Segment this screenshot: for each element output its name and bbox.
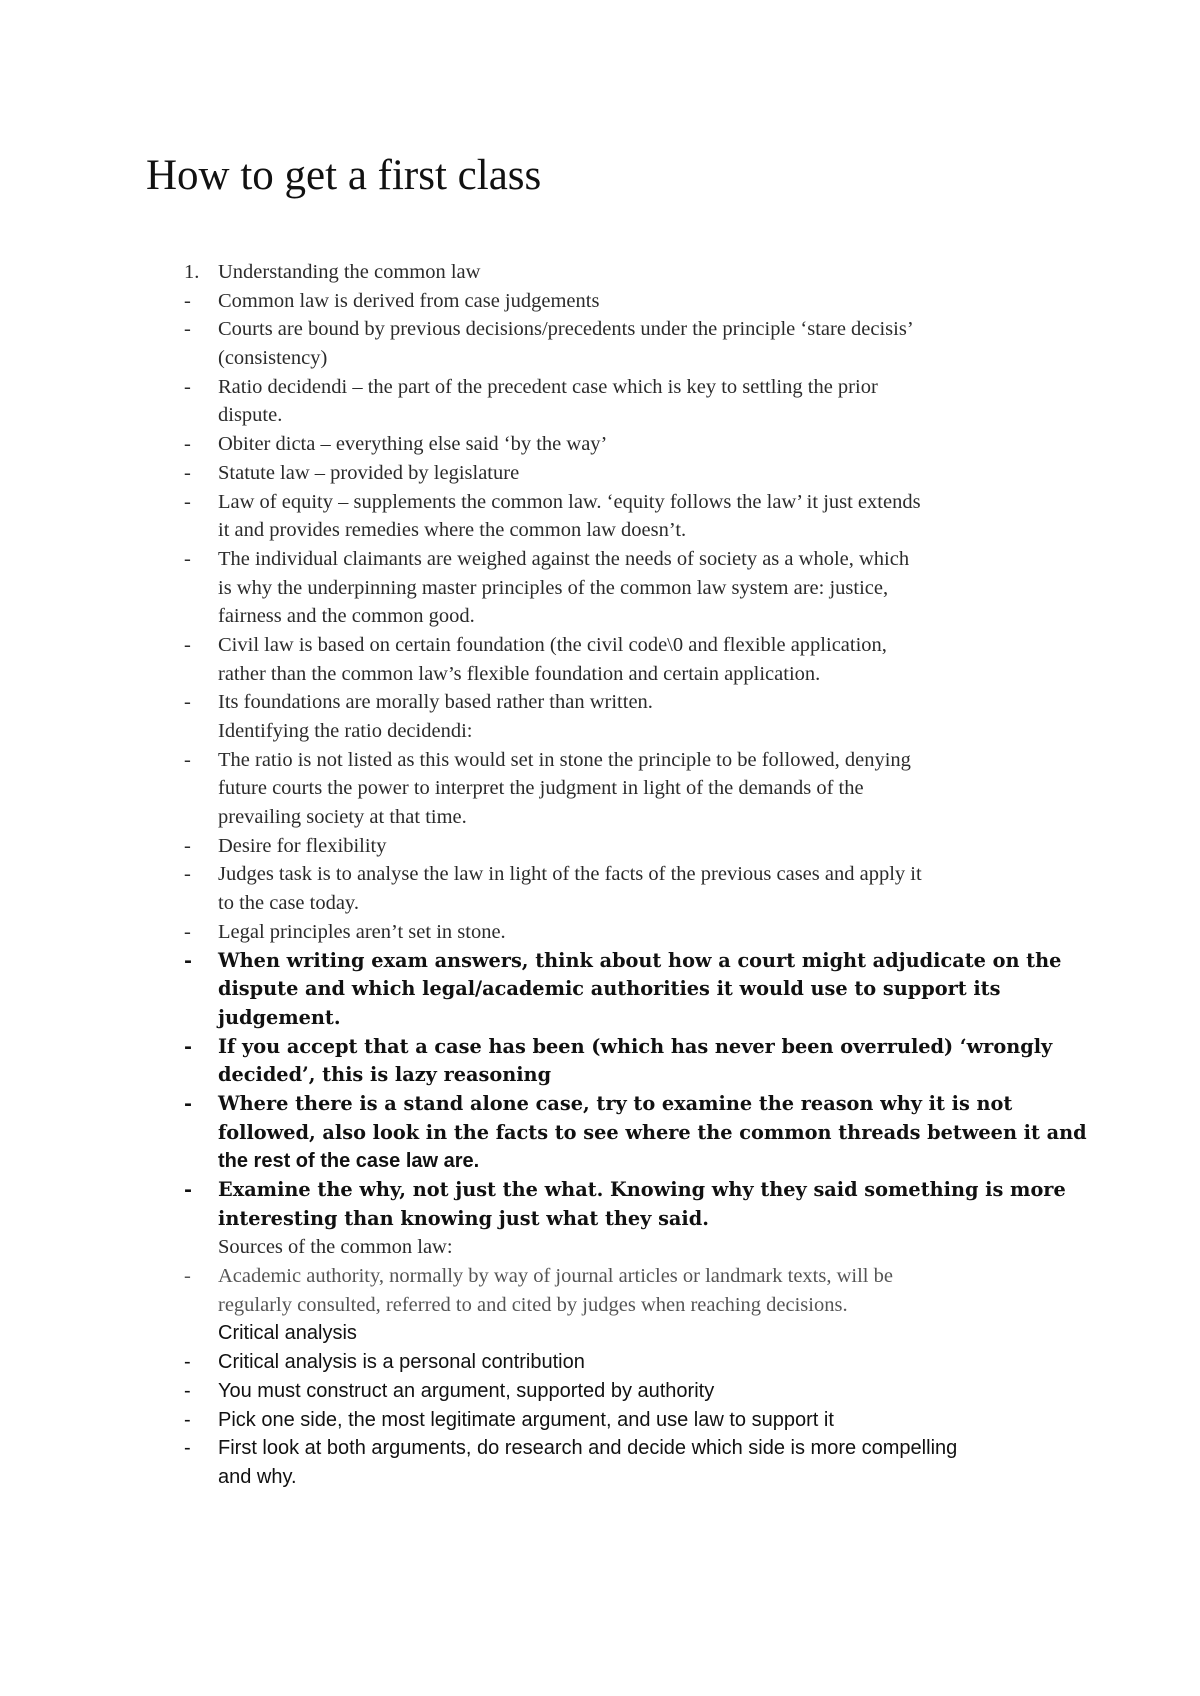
- list-bullet: -: [184, 375, 191, 398]
- list-bullet: -: [184, 748, 191, 771]
- list-bullet: -: [184, 1351, 191, 1374]
- note-line: [0, 1406, 1200, 1435]
- note-line: [0, 1205, 1200, 1234]
- note-text: Legal principles aren’t set in stone.: [218, 920, 506, 943]
- note-text: Where there is a stand alone case, try to examine the reason why it is not: [218, 1091, 1013, 1115]
- note-line: [0, 1434, 1200, 1463]
- note-line: [0, 1319, 1200, 1348]
- note-line: [0, 602, 1200, 631]
- note-line: [0, 459, 1200, 488]
- notes-list: [0, 258, 1200, 1492]
- note-text: the rest of the case law are.: [218, 1150, 480, 1173]
- note-line: [0, 918, 1200, 947]
- list-bullet: -: [184, 633, 191, 656]
- list-bullet: -: [184, 547, 191, 570]
- note-text: Civil law is based on certain foundation (the civil code\0 and flexible application,: [218, 633, 887, 656]
- list-bullet: -: [184, 1265, 191, 1288]
- list-bullet: -: [184, 1379, 191, 1402]
- note-line: [0, 1090, 1200, 1119]
- note-line: [0, 1377, 1200, 1406]
- note-line: [0, 1119, 1200, 1148]
- note-line: [0, 860, 1200, 889]
- note-text: Statute law – provided by legislature: [218, 461, 520, 484]
- note-text: to the case today.: [218, 892, 359, 915]
- note-text: regularly consulted, referred to and cited by judges when reaching decisions.: [218, 1293, 848, 1316]
- list-bullet: -: [184, 1034, 193, 1058]
- note-text: Judges task is to analyse the law in light of the facts of the previous cases and apply it: [218, 863, 922, 886]
- note-text: Common law is derived from case judgements: [218, 289, 600, 312]
- note-text: The ratio is not listed as this would set in stone the principle to be followed, denying: [218, 748, 911, 771]
- note-line: [0, 1004, 1200, 1033]
- list-bullet: -: [184, 1091, 193, 1115]
- note-line: [0, 344, 1200, 373]
- note-line: [0, 1233, 1200, 1262]
- list-bullet: -: [184, 691, 191, 714]
- note-text: it and provides remedies where the common law doesn’t.: [218, 519, 687, 542]
- note-text: (consistency): [218, 347, 328, 370]
- note-line: [0, 889, 1200, 918]
- note-text: Identifying the ratio decidendi:: [218, 720, 473, 742]
- note-line: [0, 832, 1200, 861]
- note-line: [0, 373, 1200, 402]
- note-text: decided’, this is lazy reasoning: [218, 1063, 552, 1087]
- list-bullet: -: [184, 289, 191, 312]
- note-line: [0, 1291, 1200, 1320]
- note-line: [0, 1061, 1200, 1090]
- note-text: Courts are bound by previous decisions/precedents under the principle ‘stare decisis’: [218, 318, 914, 341]
- note-line: [0, 1463, 1200, 1492]
- note-text: Pick one side, the most legitimate argument, and use law to support it: [218, 1408, 834, 1431]
- note-text: interesting than knowing just what they said.: [218, 1206, 709, 1230]
- note-line: [0, 287, 1200, 316]
- note-text: fairness and the common good.: [218, 605, 475, 628]
- note-text: Ratio decidendi – the part of the precedent case which is key to settling the prior: [218, 375, 878, 398]
- note-text: Understanding the common law: [218, 261, 481, 283]
- note-text: is why the underpinning master principles of the common law system are: justice,: [218, 576, 889, 599]
- list-bullet: -: [184, 920, 191, 943]
- note-text: Sources of the common law:: [218, 1236, 453, 1259]
- list-bullet: -: [184, 1178, 193, 1201]
- note-text: Law of equity – supplements the common law. ‘equity follows the law’ it just extends: [218, 490, 921, 513]
- document-title: How to get a first class: [146, 152, 542, 199]
- note-line: [0, 746, 1200, 775]
- list-bullet: -: [184, 318, 191, 341]
- note-line: [0, 401, 1200, 430]
- note-text: The individual claimants are weighed against the needs of society as a whole, which: [218, 547, 910, 570]
- list-number: 1.: [184, 261, 200, 283]
- note-text: Examine the why, not just the what. Knowing why they said something is more: [218, 1178, 1066, 1201]
- note-line: [0, 717, 1200, 746]
- note-line: [0, 803, 1200, 832]
- note-text: rather than the common law’s flexible foundation and certain application.: [218, 662, 821, 685]
- note-text: First look at both arguments, do research and decide which side is more compelling: [218, 1437, 958, 1460]
- list-bullet: -: [184, 948, 193, 972]
- note-text: future courts the power to interpret the judgment in light of the demands of the: [218, 777, 864, 800]
- list-bullet: -: [184, 834, 191, 857]
- note-text: prevailing society at that time.: [218, 806, 467, 829]
- note-line: [0, 1147, 1200, 1176]
- note-line: [0, 315, 1200, 344]
- note-text: If you accept that a case has been (which has never been overruled) ‘wrongly: [218, 1034, 1053, 1058]
- note-line: [0, 574, 1200, 603]
- note-line: [0, 545, 1200, 574]
- note-text: Desire for flexibility: [218, 834, 387, 857]
- note-line: [0, 688, 1200, 717]
- note-line: [0, 430, 1200, 459]
- note-line: [0, 774, 1200, 803]
- note-line: [0, 258, 1200, 287]
- note-text: and why.: [218, 1465, 297, 1488]
- note-text: You must construct an argument, supported by authority: [218, 1379, 715, 1402]
- note-line: [0, 488, 1200, 517]
- note-text: Critical analysis is a personal contribution: [218, 1351, 585, 1374]
- note-line: [0, 947, 1200, 976]
- note-line: [0, 1033, 1200, 1062]
- note-line: [0, 660, 1200, 689]
- note-text: dispute.: [218, 404, 283, 427]
- note-line: [0, 975, 1200, 1004]
- note-text: When writing exam answers, think about how a court might adjudicate on the: [218, 948, 1062, 972]
- note-text: Its foundations are morally based rather than written.: [218, 691, 653, 714]
- list-bullet: -: [184, 461, 191, 484]
- note-line: [0, 1176, 1200, 1205]
- list-bullet: -: [184, 1408, 191, 1431]
- note-line: [0, 516, 1200, 545]
- note-text: judgement.: [218, 1005, 341, 1029]
- list-bullet: -: [184, 1437, 191, 1460]
- note-line: [0, 1262, 1200, 1291]
- list-bullet: -: [184, 490, 191, 513]
- note-text: Obiter dicta – everything else said ‘by the way’: [218, 433, 608, 456]
- note-line: [0, 1348, 1200, 1377]
- note-text: dispute and which legal/academic authorities it would use to support its: [218, 977, 1001, 1001]
- list-bullet: -: [184, 433, 191, 456]
- list-bullet: -: [184, 863, 191, 886]
- note-line: [0, 631, 1200, 660]
- note-text: followed, also look in the facts to see where the common threads between it and: [218, 1120, 1087, 1144]
- note-text: Critical analysis: [218, 1322, 357, 1345]
- note-text: Academic authority, normally by way of journal articles or landmark texts, will be: [218, 1265, 893, 1288]
